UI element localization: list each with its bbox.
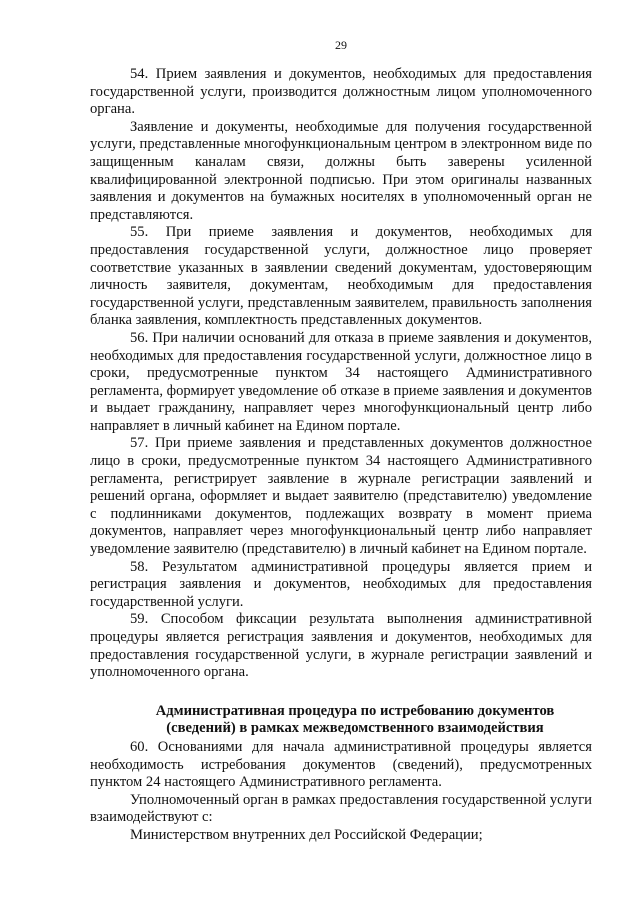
paragraph-mfc-documents: Заявление и документы, необходимые для получения государственной услуги, представленные многофункциональным центром в электронном виде по защищенным каналам связи, должны быть заверены усиленной квалифицированной электронной подписью. При этом оригиналы названных заявления и документов на бумажных носителях в уполномоченный орган не представляются. — [90, 118, 592, 223]
paragraph-60: 60. Основаниями для начала административной процедуры является необходимость истребования документов (сведений), предусмотренных пунктом 24 настоящего Административного регламента. — [90, 738, 592, 791]
paragraph-54: 54. Прием заявления и документов, необходимых для предоставления государственной услуги, производится должностным лицом уполномоченного органа. — [90, 66, 592, 118]
paragraph-59: 59. Способом фиксации результата выполнения административной процедуры является регистрация заявления и документов, необходимых для предоставления государственной услуги, в журнале регистрации заявлений и уполномоченного органа. — [90, 611, 592, 681]
paragraph-56: 56. При наличии оснований для отказа в приеме заявления и документов, необходимых для предоставления государственной услуги, должностное лицо в сроки, предусмотренные пунктом 34 настоящего Административного регламента, формирует уведомление об отказе в приеме заявления и документов и выдает гражданину, направляет через многофункциональный центр либо направляет в личный кабинет на Едином портале. — [90, 329, 592, 434]
page-number: 29 — [335, 38, 347, 52]
section-heading-line-1: Административная процедура по истребованию документов — [155, 702, 555, 719]
section-heading-line-2: (сведений) в рамках межведомственного взаимодействия — [166, 720, 544, 737]
paragraph-interaction: Уполномоченный орган в рамках предоставления государственной услуги взаимодействуют с: — [90, 791, 592, 826]
paragraph-57: 57. При приеме заявления и представленных документов должностное лицо в сроки, предусмотренные пунктом 34 настоящего Административного регламента, регистрирует заявление в журнале регистрации заявлений и решений органа, оформляет и выдает заявителю (представителю) уведомление с подлинниками документов, подлежащих возврату в момент приема документов, направляет через многофункциональный центр либо направляет уведомление заявителю (представителю) в личный кабинет на Едином портале. — [90, 435, 592, 558]
paragraph-55: 55. При приеме заявления и документов, необходимых для предоставления государственной услуги, должностное лицо проверяет соответствие указанных в заявлении сведений документам, удостоверяющим личность заявителя, документам, необходимым для предоставления государственной услуги, представленным заявителем, правильность заполнения бланка заявления, комплектность представленных документов. — [90, 224, 592, 329]
paragraph-58: 58. Результатом административной процедуры является прием и регистрация заявления и документов, необходимых для предоставления государственной услуги. — [90, 558, 592, 610]
section-heading — [90, 703, 592, 738]
paragraph-ministry: Министерством внутренних дел Российской Федерации; — [130, 826, 483, 843]
